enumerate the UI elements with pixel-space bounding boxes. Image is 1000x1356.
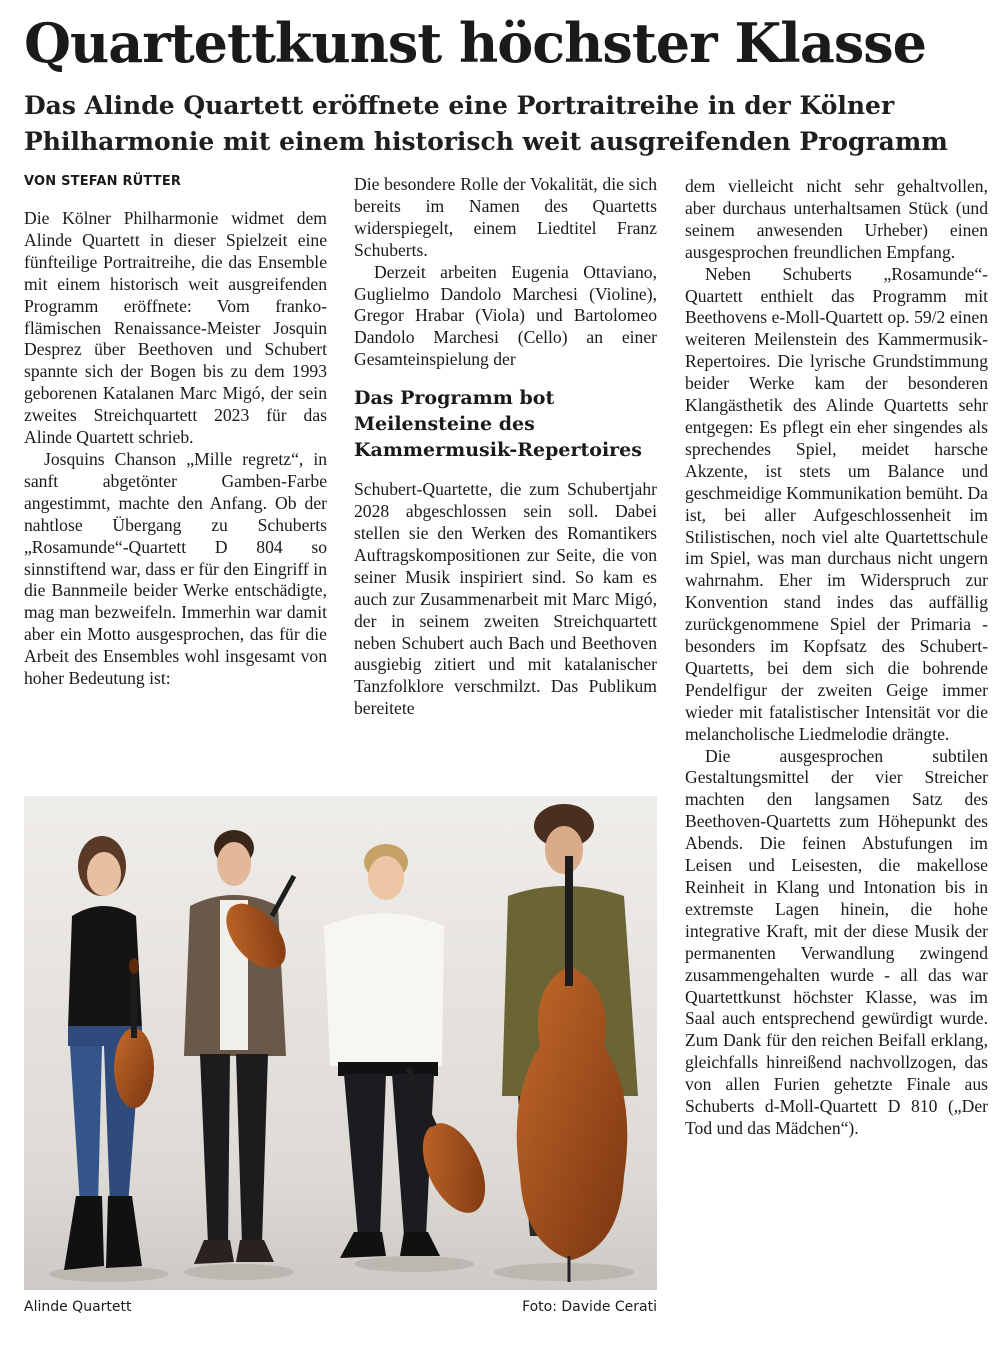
photo-credit: Foto: Davide Cerati	[522, 1299, 657, 1315]
column-3	[685, 176, 988, 1140]
quartet-photo-illustration	[24, 796, 657, 1290]
subheadline: Das Alinde Quartett eröffnete eine Portraitreihe in der Kölner Philharmonie mit einem historisch weit ausgreifenden Programm	[24, 91, 948, 156]
paragraph: Neben Schuberts „Rosamunde“-Quartett enthielt das Programm mit Beethovens e-Moll-Quartett op. 59/2 einen weiteren Meilenstein des Kammermusik-Repertoires. Die lyrische Grundstimmung beider Werke kam der besonderen Klangästhetik des Alinde Quartetts sehr entgegen: Es pflegt ein eher singendes als sprechendes Spiel, meidet harsche Akzente, ist stets um Balance und geschmeidige Kommunikation bemüht. Da ist, bei aller Aufgeschlossenheit im Stilistischen, noch viel alte Quartettschule im Spiel, was man durchaus nicht ungern wahrnahm. Eher im Widerspruch zur Konvention stand indes das auffällig zurückgenommene Spiel der Primaria - besonders im Kopfsatz des Schubert-Quartetts, bei dem sich die bohrende Pendelfigur der zweiten Geige immer wieder mit fatalistischer Intensität vor die melancholische Liedmelodie drängte.	[685, 263, 988, 744]
paragraph: Die ausgesprochen subtilen Gestaltungsmittel der vier Streicher machten den langsamen Satz des Beethoven-Quartetts zum Höhepunkt des Abends. Die feinen Abstufungen im Leisen und Leisesten, die makellose Reinheit in Klang und Intonation bis in extremste Lagen hinein, die hohe integrative Kraft, mit der diese Musik der permanenten Verwandlung zwingend zusammengehalten wurde - all das war Quartettkunst höchster Klasse, was im Saal auch entsprechend gewürdigt wurde. Zum Dank für den reichen Beifall erklang, gleichfalls hinreißend nachvollzogen, das von allen Furien gehetzte Finale aus Schuberts d-Moll-Quartett D 810 („Der Tod und das Mädchen“).	[685, 745, 988, 1138]
paragraph: Josquins Chanson „Mille regretz“, in sanft abgetönter Gamben-Farbe angestimmt, machte den Anfang. Ob der nahtlose Übergang zu Schuberts „Rosamunde“-Quartett D 804 so sinnstiftend war, dass er für den Eingriff in die Bannmeile beider Werke entschädigte, mag man bezweifeln. Immerhin war damit aber ein Motto ausgesprochen, das für die Arbeit des Ensembles wohl insgesamt von hoher Bedeutung ist:	[24, 448, 327, 689]
quartet-photo	[24, 796, 657, 1290]
headline: Quartettkunst höchster Klasse	[24, 11, 926, 75]
column-1	[24, 174, 327, 690]
photo-caption: Alinde Quartett	[24, 1299, 132, 1315]
paragraph: Die besondere Rolle der Vokalität, die sich bereits im Namen des Quartetts widerspiegelt, einem Liedtitel Franz Schuberts.	[354, 174, 657, 260]
paragraph: Die Kölner Philharmonie widmet dem Alinde Quartett in dieser Spielzeit eine fünfteilige Portraitreihe, die das Ensemble mit einem historisch weit ausgreifenden Programm eröffnete: Vom franko-flämischen Renaissance-Meister Josquin Desprez über Beethoven und Schubert spannte sich der Bogen bis zu dem 1993 geborenen Katalanen Marc Migó, der sein zweites Streichquartett 2023 für das Alinde Quartett schrieb.	[24, 208, 327, 448]
intertitle: Das Programm bot Meilensteine des Kammermusik-Repertoires	[354, 387, 642, 462]
paragraph: Derzeit arbeiten Eugenia Ottaviano, Guglielmo Dandolo Marchesi (Violine), Gregor Hrabar (Viola) und Bartolomeo Dandolo Marchesi (Cello) an einer Gesamteinspielung der	[354, 261, 657, 370]
paragraph: Schubert-Quartette, die zum Schubertjahr 2028 abgeschlossen sein soll. Dabei stellen sie den Werken des Romantikers Auftragskompositionen zur Seite, die von seiner Musik inspiriert sind. So kam es auch zur Zusammenarbeit mit Marc Migó, der in seinem zweiten Streichquartett neben Schubert auch Bach und Beethoven ausgiebig zitiert und mit katalanischer Tanzfolklore verschmilzt. Das Publikum bereitete	[354, 479, 657, 719]
paragraph: dem vielleicht nicht sehr gehaltvollen, aber durchaus unterhaltsamen Stück (und seinem anwesenden Urheber) einen ausgesprochen freundlichen Empfang.	[685, 176, 988, 262]
photo-caption-bar	[24, 1296, 657, 1318]
byline: VON STEFAN RÜTTER	[24, 174, 182, 189]
column-2	[354, 174, 657, 720]
